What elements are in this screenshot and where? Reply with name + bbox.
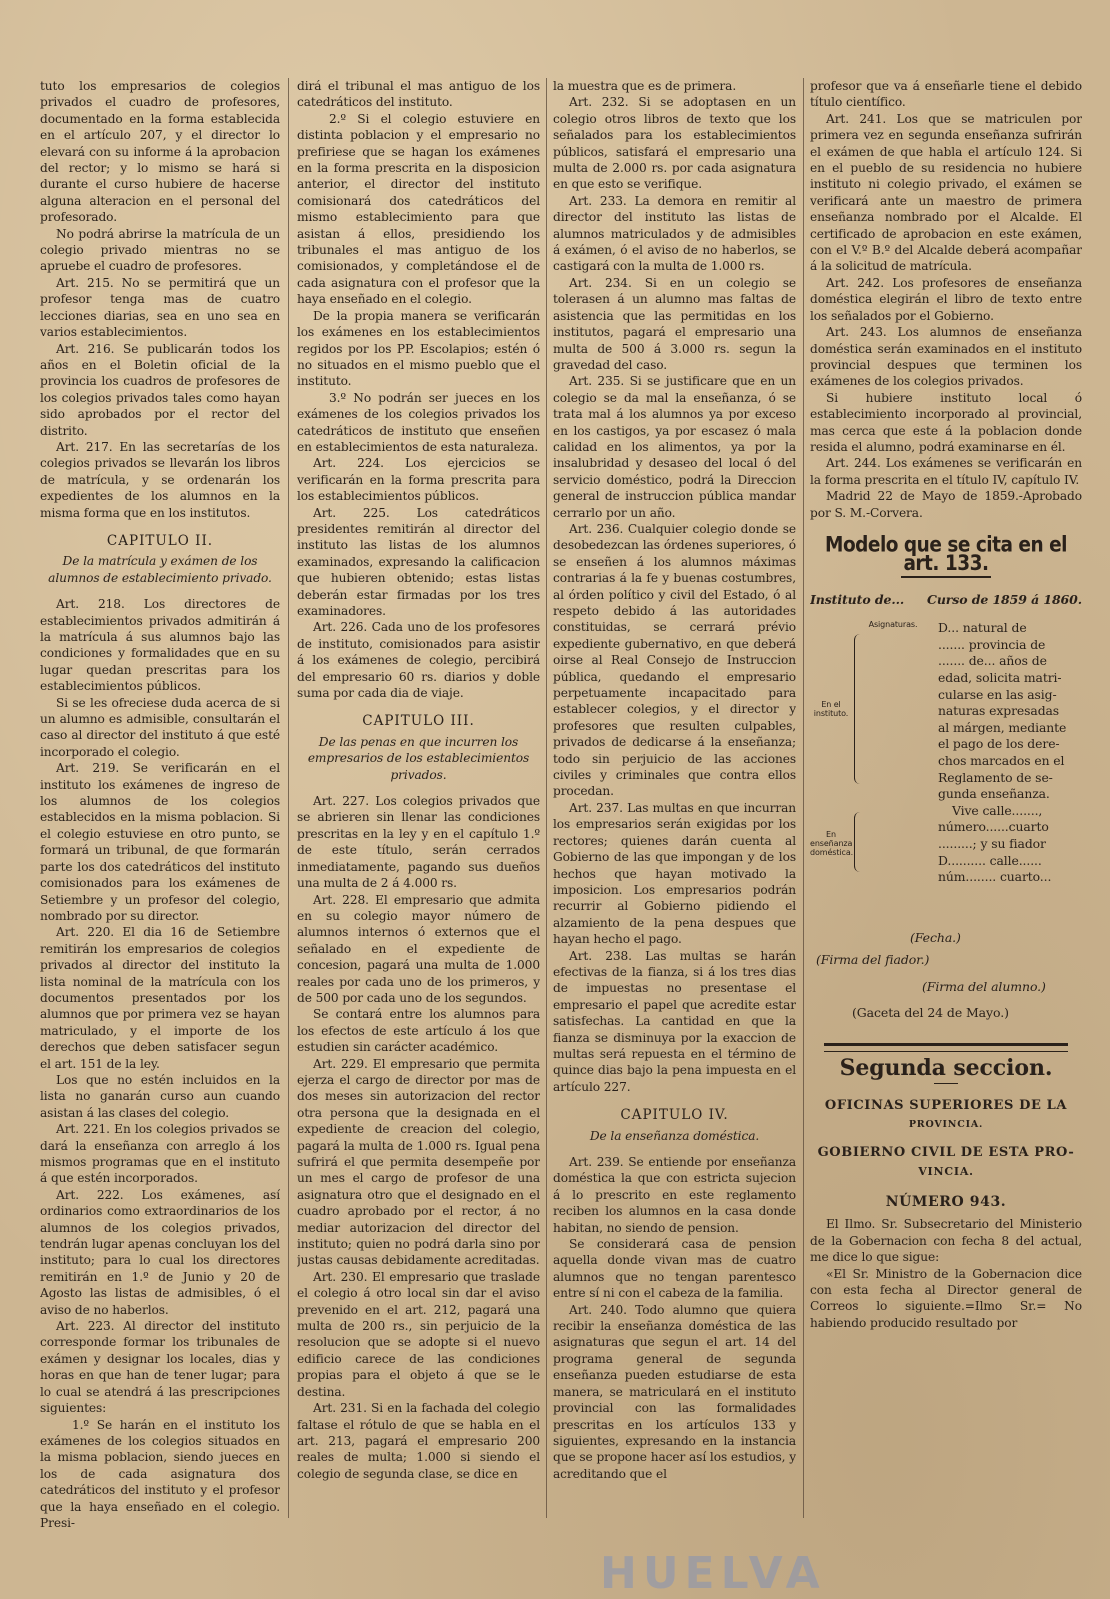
paragraph: Art. 221. En los colegios privados se dará la enseñanza con arreglo á los mismos programas que en el instituto á que estén incorporados. xyxy=(40,1122,280,1186)
government-heading: GOBIERNO CIVIL DE ESTA PRO- xyxy=(817,1145,1075,1161)
paragraph: Art. 232. Si se adoptasen en un colegio otros libros de texto que los señalados para los establecimientos públicos, satisfará el empresario una multa de 2.000 rs. por cada asignatura en que esto se verifique. xyxy=(553,95,796,192)
paragraph: Art. 235. Si se justificare que en un colegio se da mal la enseñanza, ó se trata mal á los alumnos ya por exceso en los castigos, ya por escasez ó mala calidad en los alimentos, ya por la insalubridad y desaseo del local ó del servicio doméstico, podrá la Direccion general de instruccion pública mandar cerrarlo por un año. xyxy=(553,374,796,520)
column-rule xyxy=(546,78,547,1518)
paragraph: Art. 224. Los ejercicios se verificarán en la forma prescrita para los establecimientos públicos. xyxy=(297,456,540,504)
form-line: ....... provincia de xyxy=(938,636,1046,652)
section-divider xyxy=(824,1043,1068,1052)
chapter-subtitle: De la enseñanza doméstica. xyxy=(589,1128,760,1143)
column-rule xyxy=(288,78,289,1518)
paragraph: 2.º Si el colegio estuviere en distinta poblacion y el empresario no prefiriese que se hagan los exámenes en la forma prescrita en la disposicion anterior, el director del instituto comisionará dos catedráticos del mismo establecimiento para que asistan á ellos, presidiendo los tribunales el mas antiguo de los comisionados, y completándose el de cada asignatura con el profesor que la haya enseñado en el colegio. xyxy=(297,111,540,307)
column-3 xyxy=(553,78,796,1583)
paragraph: Art. 216. Se publicarán todos los años en el Boletin oficial de la provincia los cuadros de profesores de los colegios privados tales como hayan sido aprobados por el rector del distrito. xyxy=(40,341,280,438)
paragraph: Art. 226. Cada uno de los profesores de instituto, comisionados para asistir á los exámenes de colegio, percibirá del empresario 60 rs. diarios y doble suma por cada dia de viaje. xyxy=(297,620,540,701)
section-title: Segunda seccion. xyxy=(839,1055,1053,1082)
paragraph: Los que no estén incluidos en la lista no ganarán curso aun cuando asistan á las clases del colegio. xyxy=(40,1072,280,1120)
label-asignaturas: Asignaturas. xyxy=(868,620,918,630)
form-line: .........; y su fiador xyxy=(938,835,1046,851)
form-line: gunda enseñanza. xyxy=(938,786,1050,802)
model-header xyxy=(810,592,1082,608)
form-line: naturas expresadas xyxy=(938,703,1060,719)
form-line: Vive calle......., xyxy=(952,802,1043,818)
paragraph: Art. 219. Se verificarán en el instituto los exámenes de ingreso de los alumnos de los colegios establecidos en la misma poblacion. Si el colegio estuviese en otro punto, se formará un tribunal, de que formarán parte los dos catedráticos del instituto comisionados para los exámenes de Setiembre y un profesor del colegio, nombrado por su director. xyxy=(40,761,280,923)
paragraph: profesor que va á enseñarle tiene el debido título científico. xyxy=(810,79,1082,110)
paragraph: Art. 234. Si en un colegio se tolerasen á un alumno mas faltas de asistencia que las permitidas en los institutos, pagará el empresario una multa de 500 á 3.000 rs. segun la gravedad del caso. xyxy=(553,275,796,372)
paragraph: Art. 230. El empresario que traslade el colegio á otro local sin dar el aviso prevenido en el art. 212, pagará una multa de 200 rs., sin perjuicio de la resolucion que se adopte si el nuevo edificio carece de las condiciones propias para el objeto á que se le destina. xyxy=(297,1269,540,1399)
paragraph: tuto los empresarios de colegios privados el cuadro de profesores, documentado en la forma establecida en el artículo 207, y el director lo elevará con su informe á la aprobacion del rector; y lo mismo se hará si durante el curso hubiere de hacerse alguna alteracion en el personal del profesorado. xyxy=(40,79,280,225)
paragraph: Art. 225. Los catedráticos presidentes remitirán al director del instituto las listas de los alumnos examinados, expresando la calificacion que hubieren obtenido; estas listas deberán estar firmadas por los tres examinadores. xyxy=(297,505,540,618)
column-rule xyxy=(803,78,804,1518)
office-subheading: PROVINCIA. xyxy=(908,1118,984,1130)
paragraph: la muestra que es de primera. xyxy=(553,79,737,93)
model-title: Modelo que se cita en el art. 133. xyxy=(825,533,1067,577)
paragraph: Si se les ofreciese duda acerca de si un alumno es admisible, consultarán el caso al director del instituto á que esté incorporado el colegio. xyxy=(40,695,280,759)
paragraph: Art. 222. Los exámenes, así ordinarios como extraordinarios de los alumnos de los colegios privados, tendrán lugar apenas concluyan los del instituto; para lo cual los directores remitirán en 1.º de Junio y 20 de Agosto las listas de admisibles, ó el aviso de no haberlos. xyxy=(40,1187,280,1317)
paragraph: Art. 223. Al director del instituto corresponde formar los tribunales de exámen y designar los locales, dias y horas en que han de tener lugar; para lo cual se atendrá á las prescripciones siguientes: xyxy=(40,1319,280,1416)
form-line: edad, solicita matri- xyxy=(938,669,1062,685)
form-text xyxy=(938,620,1074,886)
model-curso: Curso de 1859 á 1860. xyxy=(926,591,1082,607)
paragraph: Art. 241. Los que se matriculen por primera vez en segunda enseñanza sufrirán el exámen de que habla el artículo 124. Si en el pueblo de su residencia no hubiere instituto ni colegio privado, el exámen se verificará ante un maestro de primera enseñanza nombrado por el Alcalde. El certificado de aprobacion en este exámen, con el V.º B.º del Alcalde deberá acompañar á la solicitud de matrícula. xyxy=(810,111,1082,274)
paragraph: El Ilmo. Sr. Subsecretario del Ministerio de la Gobernacion con fecha 8 del actual, me dice lo que sigue: xyxy=(810,1217,1082,1265)
model-instituto: Instituto de... xyxy=(810,591,905,607)
column-4 xyxy=(810,78,1082,1583)
paragraph: Art. 239. Se entiende por enseñanza doméstica la que con estricta sujecion á lo prescrito en este reglamento reciben los alumnos en la casa donde habitan, no siendo de pension. xyxy=(553,1155,796,1235)
paragraph: Art. 242. Los profesores de enseñanza doméstica elegirán el libro de texto entre los señalados por el Gobierno. xyxy=(810,275,1082,323)
paragraph: Art. 237. Las multas en que incurran los empresarios serán exigidas por los rectores; quienes darán cuenta al Gobierno de las que impongan y de los hechos que hayan motivado la imposicion. Los empresarios podrán recurrir al Gobierno pidiendo el alzamiento de la pena despues que hayan hecho el pago. xyxy=(553,800,796,947)
paragraph: 3.º No podrán ser jueces en los exámenes de los colegios privados los catedráticos de instituto que enseñen en establecimientos de esta naturaleza. xyxy=(297,390,540,454)
divider xyxy=(934,1083,958,1085)
chapter-heading: CAPITULO II. xyxy=(106,532,214,549)
paragraph: Art. 238. Las multas se harán efectivas de la fianza, si á los tres dias de impuestas no presentase el empresario el papel que acredite estar satisfechas. La cantidad en que la fianza se disminuya por la exaccion de multas será repuesta en el término de quince dias bajo la pena impuesta en el artículo 227. xyxy=(553,948,796,1094)
archive-watermark: HUELVA xyxy=(600,1548,826,1599)
brace xyxy=(854,634,863,784)
form-line: ....... de... años de xyxy=(938,653,1047,669)
label-domestica: En enseñanza doméstica. xyxy=(810,830,854,858)
paragraph: Art. 217. En las secretarías de los colegios privados se llevarán los libros de matrícula, y se ordenarán los expedientes de los alumnos en la misma forma que en los institutos. xyxy=(40,439,280,520)
fecha: (Fecha.) xyxy=(910,930,961,946)
column-2 xyxy=(297,78,540,1583)
paragraph: Art. 233. La demora en remitir al director del instituto las listas de alumnos matriculados y de admisibles á exámen, ó el aviso de no haberlos, se castigará con la multa de 1.000 rs. xyxy=(553,193,796,274)
form-line: D.......... calle...... xyxy=(938,852,1042,868)
form-line: número......cuarto xyxy=(938,819,1049,835)
paragraph: «El Sr. Ministro de la Gobernacion dice con esta fecha al Director general de Correos lo siguiente.=Ilmo Sr.= No habiendo producido resultado por xyxy=(810,1266,1082,1330)
paragraph: Art. 244. Los exámenes se verificarán en la forma prescrita en el título IV, capítulo IV. xyxy=(810,456,1082,487)
paragraph: De la propia manera se verificarán los exámenes en los establecimientos regidos por los PP. Escolapios; estén ó no situados en el mismo pueblo que el instituto. xyxy=(297,308,540,389)
form-line: al márgen, mediante xyxy=(938,719,1067,735)
notice-number: NÚMERO 943. xyxy=(885,1193,1007,1210)
chapter-subtitle: De la matrícula y exámen de los alumnos de establecimiento privado. xyxy=(48,554,272,585)
firma-alumno: (Firma del alumno.) xyxy=(922,978,1046,994)
chapter-subtitle: De las penas en que incurren los empresarios de los establecimientos privados. xyxy=(307,734,530,782)
paragraph: Art. 229. El empresario que permita ejerza el cargo de director por mas de dos meses sin autorizacion del rector otra persona que la designada en el expediente de creacion del colegio, pagará la multa de 1.000 rs. Igual pena sufrirá el que permita desempeñe por un mes el cargo de profesor de una asignatura otro que el designado en el cuadro aprobado por el rector, á no mediar autorizacion del director del instituto; quien no podrá darla sino por justas causas debidamente acreditadas. xyxy=(297,1056,540,1268)
firma-fiador: (Firma del fiador.) xyxy=(816,952,930,968)
form-line: D... natural de xyxy=(938,620,1027,636)
paragraph: Art. 220. El dia 16 de Setiembre remitirán los empresarios de colegios privados al director del instituto la lista nominal de la matrícula con los documentos presentados por los alumnos que por primera vez se hayan matriculado, y el importe de los derechos que deben satisfacer segun el art. 151 de la ley. xyxy=(40,925,280,1071)
paragraph: Art. 218. Los directores de establecimientos privados admitirán á la matrícula á sus alumnos bajo las condiciones y formalidades que en su lugar quedan prescritas para los establecimientos públicos. xyxy=(40,597,280,694)
signature-line: Madrid 22 de Mayo de 1859.-Aprobado por S. M.-Corvera. xyxy=(810,489,1082,520)
paragraph: Art. 215. No se permitirá que un profesor tenga mas de cuatro lecciones diarias, sea en uno sea en varios establecimientos. xyxy=(40,275,280,340)
label-instituto: En el instituto. xyxy=(813,700,849,719)
matricula-form xyxy=(810,620,1082,970)
chapter-heading: CAPITULO III. xyxy=(362,713,475,730)
paragraph: Art. 231. Si en la fachada del colegio faltase el rótulo de que se habla en el art. 213, pagará el empresario 200 reales de multa; 1.000 si siendo el colegio de segunda clase, se dice en xyxy=(297,1401,540,1481)
paragraph: Art. 236. Cualquier colegio donde se desobedezcan las órdenes superiores, ó se enseñen á los alumnos máximas contrarias á la fe y buenas costumbres, al órden político y civil del Estado, ó al respeto debido á las autoridades constituidas, se cerrará prévio expediente gubernativo, en que deberá oirse al Real Consejo de Instruccion pública, quedando el empresario perpetuamente incapacitado para establecer colegios, y el director y profesores que resulten culpables, privados de dedicarse á la enseñanza; todo sin perjuicio de las acciones civiles y criminales que contra ellos procedan. xyxy=(553,521,796,799)
paragraph: 1.º Se harán en el instituto los exámenes de los colegios situados en la misma poblacion, siendo jueces en los de cada asignatura dos catedráticos del instituto y el profesor que la haya enseñado en el colegio. Presi- xyxy=(40,1417,280,1530)
paragraph: Si hubiere instituto local ó establecimiento incorporado al provincial, mas cerca que este á la poblacion donde resida el alumno, podrá examinarse en él. xyxy=(810,390,1082,454)
paragraph: Art. 240. Todo alumno que quiera recibir la enseñanza doméstica de las asignaturas que segun el art. 14 del programa general de segunda enseñanza pueden estudiarse de esta manera, se matriculará en el instituto provincial con las formalidades prescritas en los artículos 133 y siguientes, expresando en la instancia que se propone hacer así los estudios, y acreditando que el xyxy=(553,1302,796,1481)
column-1 xyxy=(40,78,280,1583)
paragraph: Se considerará casa de pension aquella donde vivan mas de cuatro alumnos que no tengan parentesco entre sí ni con el cabeza de la familia. xyxy=(553,1237,796,1301)
form-line: chos marcados en el xyxy=(938,752,1065,768)
paragraph: Art. 227. Los colegios privados que se abrieren sin llenar las condiciones prescritas en la ley y en el capítulo 1.º de este título, serán cerrados inmediatamente, pagando sus dueños una multa de 2 á 4.000 rs. xyxy=(297,794,540,891)
paragraph: dirá el tribunal el mas antiguo de los catedráticos del instituto. xyxy=(297,79,540,110)
divider xyxy=(901,576,991,578)
paragraph: Art. 228. El empresario que admita en su colegio mayor número de alumnos internos ó externos que el señalado en el expediente de concesion, pagará una multa de 1.000 reales por cada uno de los primeros, y de 500 por cada uno de los segundos. xyxy=(297,892,540,1005)
form-line: Reglamento de se- xyxy=(938,769,1053,785)
gaceta-source: (Gaceta del 24 de Mayo.) xyxy=(852,1005,1009,1020)
paragraph: No podrá abrirse la matrícula de un colegio privado mientras no se apruebe el cuadro de profesores. xyxy=(40,226,280,274)
paragraph: Se contará entre los alumnos para los efectos de este artículo á los que estudien sin carácter académico. xyxy=(297,1007,540,1055)
brace xyxy=(854,812,863,872)
chapter-heading: CAPITULO IV. xyxy=(620,1107,729,1124)
form-line: núm........ cuarto... xyxy=(938,869,1052,885)
form-line: el pago de los dere- xyxy=(938,736,1060,752)
government-subheading: VINCIA. xyxy=(918,1164,974,1178)
office-heading: OFICINAS SUPERIORES DE LA xyxy=(824,1098,1068,1114)
form-line: cularse en las asig- xyxy=(938,686,1057,702)
paragraph: Art. 243. Los alumnos de enseñanza doméstica serán examinados en el instituto provincial despues que terminen los exámenes de los colegios privados. xyxy=(810,325,1082,389)
